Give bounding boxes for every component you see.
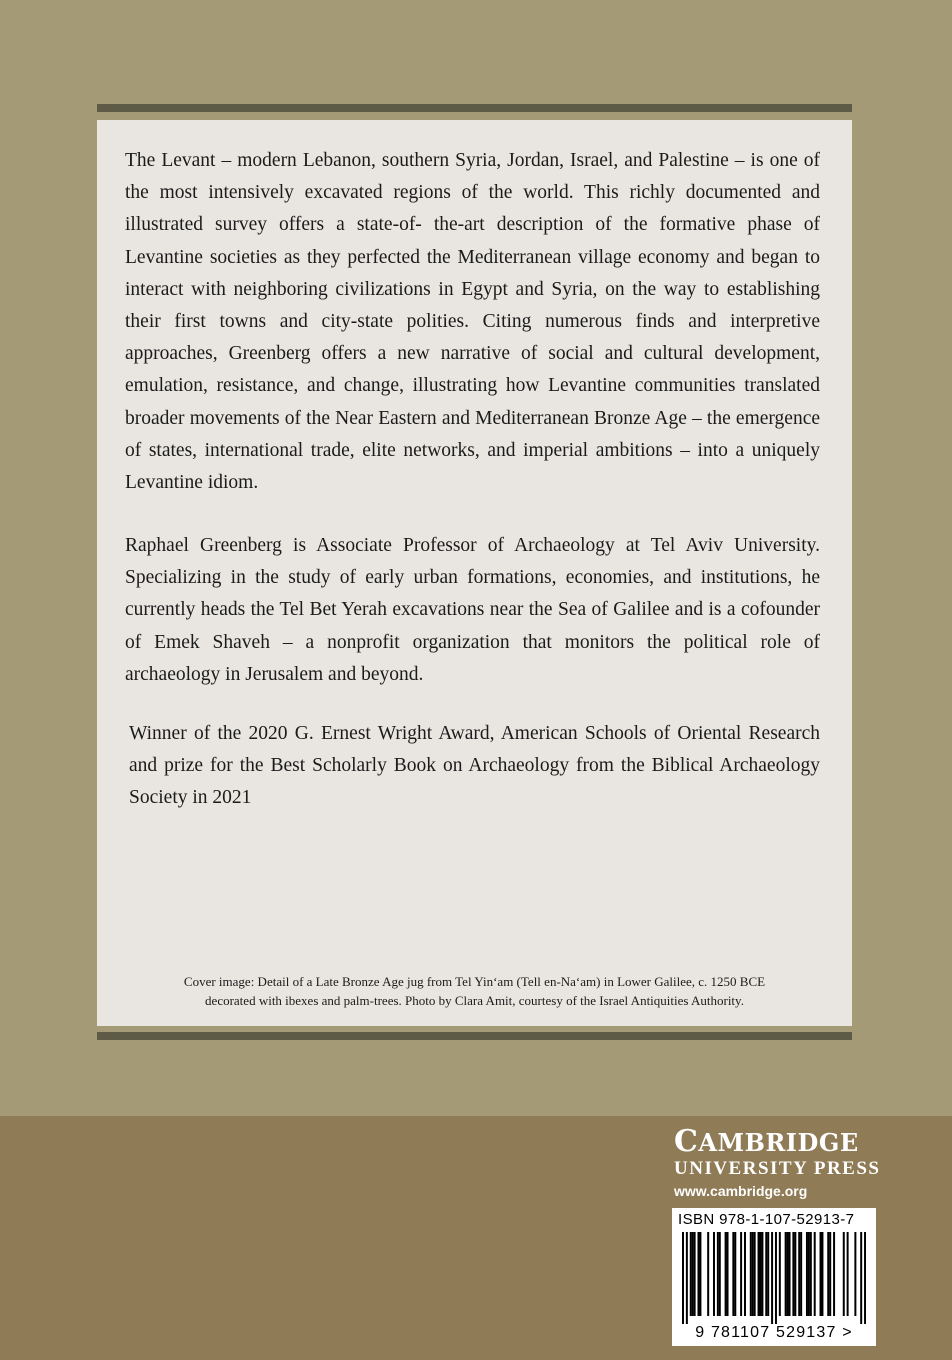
barcode-bar <box>864 1232 866 1324</box>
barcode-bar <box>785 1232 787 1316</box>
barcode-bar <box>820 1232 822 1316</box>
barcode-bar <box>843 1232 845 1316</box>
barcode-bar <box>692 1232 694 1316</box>
publisher-logo <box>664 1126 889 1201</box>
barcode-bar <box>682 1232 684 1324</box>
barcode-digits: 9 781107 529137 > <box>695 1324 853 1341</box>
barcode-bar <box>699 1232 701 1316</box>
barcode-bar <box>767 1232 769 1316</box>
barcode-bar <box>690 1232 692 1316</box>
barcode-bar <box>792 1232 794 1316</box>
publisher-rest: AMBRIDGE <box>698 1128 859 1157</box>
barcode-bar <box>744 1232 746 1316</box>
barcode-bar <box>752 1232 754 1316</box>
barcode-bar <box>727 1232 729 1316</box>
barcode-bar <box>779 1232 781 1316</box>
barcode-bar <box>810 1232 812 1316</box>
barcode-bar <box>686 1232 688 1324</box>
barcode-bar <box>806 1232 808 1316</box>
barcode-bar <box>808 1232 810 1316</box>
publisher-subtitle: UNIVERSITY PRESS <box>674 1158 881 1179</box>
publisher-url: www.cambridge.org <box>674 1183 808 1199</box>
barcode-bar <box>787 1232 789 1316</box>
barcode-bar <box>789 1232 791 1316</box>
barcode-bar <box>771 1232 773 1324</box>
barcode-bar <box>827 1232 829 1316</box>
cover-image-caption <box>137 972 812 1010</box>
author-bio-paragraph: Raphael Greenberg is Associate Professor of Archaeology at Tel Aviv University. Specializing in the study of early urban formations, economies, and institutions, he currently heads the Tel Bet Yerah excavations near the Sea of Galilee and is a cofounder of Emek Shaveh – a nonprofit organization that monitors the political role of archaeology in Jerusalem and beyond. <box>125 535 820 685</box>
barcode-bar <box>697 1232 699 1316</box>
publisher-name-text <box>674 1125 859 1158</box>
barcode-bar <box>750 1232 752 1316</box>
barcode-bar <box>794 1232 796 1316</box>
blurb-panel <box>97 120 852 1026</box>
publisher-name <box>674 1126 889 1159</box>
barcode-bar <box>717 1232 719 1316</box>
barcode-bar <box>713 1232 715 1316</box>
barcode-bar <box>814 1232 816 1316</box>
barcode-bar <box>798 1232 800 1316</box>
barcode-bar <box>734 1232 736 1316</box>
barcode-bar <box>707 1232 709 1316</box>
barcode-bar <box>854 1232 856 1316</box>
barcode-bar <box>732 1232 734 1316</box>
barcode-bar <box>759 1232 761 1316</box>
barcode-bar <box>754 1232 756 1316</box>
caption-line: Cover image: Detail of a Late Bronze Age jug from Tel Yin‘am (Tell en-Na‘am) in Lower Galilee, c. 1250 BCE <box>183 974 766 989</box>
barcode-bar <box>758 1232 760 1316</box>
barcode-bar <box>719 1232 721 1316</box>
barcode-bar <box>740 1232 742 1316</box>
barcode-bar <box>694 1232 696 1316</box>
caption-line: decorated with ibexes and palm-trees. Photo by Clara Amit, courtesy of the Israel Antiquities Authority. <box>205 993 744 1008</box>
barcode-bar <box>761 1232 763 1316</box>
barcode-bar <box>775 1232 777 1324</box>
barcode-bar <box>765 1232 767 1316</box>
barcode-bar <box>800 1232 802 1316</box>
barcode-bar <box>821 1232 823 1316</box>
barcode-bar <box>860 1232 862 1324</box>
barcode-icon <box>682 1232 866 1324</box>
barcode-box <box>672 1208 876 1346</box>
bottom-rule <box>97 1032 852 1040</box>
publisher-initial: C <box>674 1124 699 1159</box>
barcode-bar <box>725 1232 727 1316</box>
top-rule <box>97 104 852 112</box>
award-paragraph: Winner of the 2020 G. Ernest Wright Award, American Schools of Oriental Research and prize for the Best Scholarly Book on Archaeology from the Biblical Archaeology Society in 2021 <box>129 723 820 809</box>
description-paragraph: The Levant – modern Lebanon, southern Syria, Jordan, Israel, and Palestine – is one of the most intensively excavated regions of the world. This richly documented and illustrated survey offers a state-of- the-art description of the formative phase of Levantine societies as they perfected the Mediterranean village economy and began to interact with neighboring civilizations in Egypt and Syria, on the way to establishing their first towns and city-state polities. Citing numerous finds and interpretive approaches, Greenberg offers a new narrative of social and cultural development, emulation, resistance, and change, illustrating how Levantine communities translated broader movements of the Near Eastern and Mediterranean Bronze Age – the emergence of states, international trade, elite networks, and imperial ambitions – into a uniquely Levantine idiom. <box>125 150 820 494</box>
barcode-bar <box>833 1232 835 1316</box>
isbn-label: ISBN 978-1-107-52913-7 <box>678 1211 855 1228</box>
barcode-bar <box>829 1232 831 1316</box>
barcode-bar <box>847 1232 849 1316</box>
